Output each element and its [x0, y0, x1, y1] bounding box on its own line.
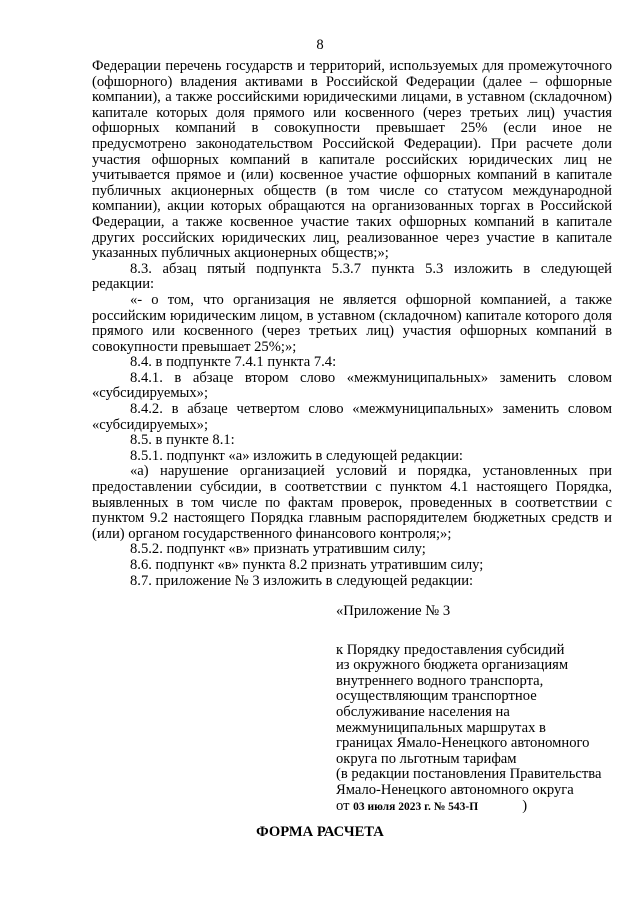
appendix-line: из окружного бюджета организациям [336, 657, 569, 674]
appendix-line: к Порядку предоставления субсидий [336, 641, 565, 658]
appendix-line: межмуниципальных маршрутах в [336, 719, 546, 736]
paragraph-8-7: 8.7. приложение № 3 изложить в следующей редакции: [130, 572, 474, 589]
paragraph-8-5: 8.5. в пункте 8.1: [130, 432, 235, 449]
appendix-line: осуществляющим транспортное [336, 688, 537, 705]
appendix-spacer [336, 620, 620, 643]
page-number: 8 [316, 37, 324, 53]
paragraph-8-5-2: 8.5.2. подпункт «в» признать утратившим силу; [130, 541, 426, 558]
paragraph-8-5-1: 8.5.1. подпункт «а» изложить в следующей редакции: [130, 447, 463, 464]
paragraph-8-4-1: 8.4.1. в абзаце втором слово «межмуниципальных» заменить словом «субсидируемых»; [92, 369, 612, 402]
paragraph-8-3-text: «- о том, что организация не является офшорной компанией, а также российским юридическим лицом, в уставном (складочном) капитале которого доля прямого или косвенного (через третьих лиц) участия офшорных компаний в совокупности превышает 25%;»; [92, 291, 612, 355]
appendix-header [336, 604, 620, 815]
document-body [92, 59, 612, 589]
appendix-line: границах Ямало-Ненецкого автономного [336, 735, 590, 752]
paragraph-8-5-1-text: «а) нарушение организацией условий и порядка, установленных при предоставлении субсидии, в соответствии с пунктом 4.1 настоящего Порядка, выявленных в том числе по фактам проверок, проведенных в соответствии с пунктом 9.2 настоящего Порядка главным распорядителем бюджетных средств и (или) органом государственного финансового контроля;»; [92, 463, 612, 542]
closing-paren: ) [522, 797, 528, 814]
appendix-line: внутреннего водного транспорта, [336, 672, 544, 689]
appendix-title: «Приложение № 3 [336, 603, 451, 619]
appendix-signature-line [336, 799, 620, 816]
paragraph-offshore-definition: Федерации перечень государств и территорий, используемых для промежуточного (офшорного) владения активами в Российской Федерации (далее – офшорные компании), а также российскими юридическими лицами, в уставном (складочном) капитале которых доля прямого или косвенного (через третьих лиц) участия офшорных компаний в совокупности превышает 25% (если иное не предусмотрено законодательством Российской Федерации). При расчете доли участия офшорных компаний в капитале российских юридических лиц не учитывается прямое и (или) косвенное участие офшорных компаний в капитале публичных акционерных обществ (в том числе со статусом международной компании), акции которых обращаются на организованных торгах в Российской Федерации, а также косвенное участие таких офшорных компаний в капитале других российских юридических лиц, реализованное через участие в капитале указанных публичных акционерных обществ;»; [92, 58, 612, 262]
resolution-date-number: 03 июля 2023 г. № 543-П [353, 800, 479, 813]
paragraph-8-3: 8.3. абзац пятый подпункта 5.3.7 пункта 5.3 изложить в следующей редакции: [92, 260, 612, 293]
appendix-line: Ямало-Ненецкого автономного округа [336, 781, 574, 798]
paragraph-8-4-2: 8.4.2. в абзаце четвертом слово «межмуниципальных» заменить словом «субсидируемых»; [92, 401, 612, 433]
appendix-line: обслуживание населения на [336, 703, 510, 720]
appendix-line: (в редакции постановления Правительства [336, 766, 602, 783]
form-title: ФОРМА РАСЧЕТА [256, 824, 384, 840]
appendix-line: округа по льготным тарифам [336, 750, 517, 767]
paragraph-8-6: 8.6. подпункт «в» пункта 8.2 признать утратившим силу; [130, 557, 484, 573]
paragraph-8-4: 8.4. в подпункте 7.4.1 пункта 7.4: [130, 354, 337, 371]
from-label: от [336, 797, 350, 814]
